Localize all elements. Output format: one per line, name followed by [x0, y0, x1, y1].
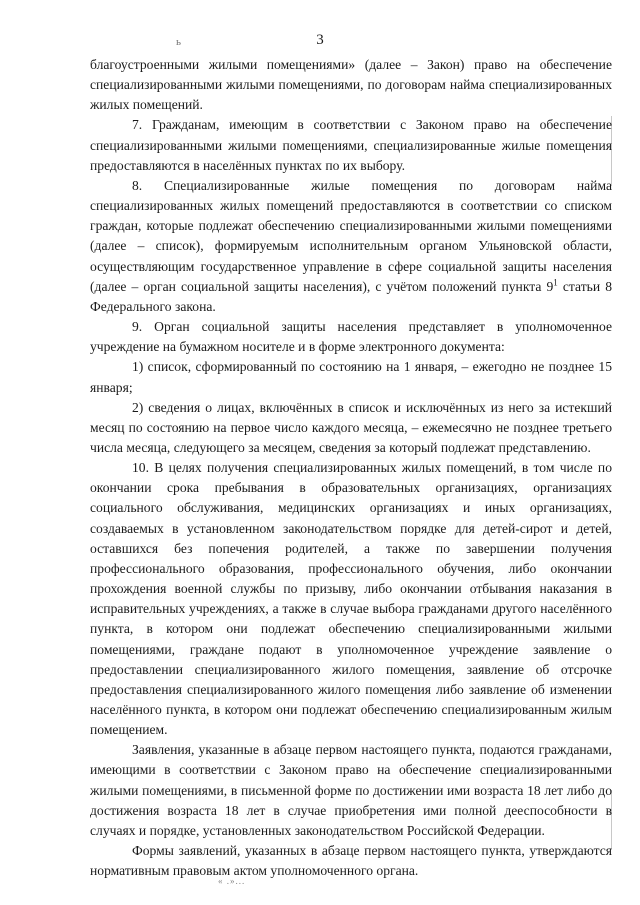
paragraph-9: 9. Орган социальной защиты населения представляет в уполномоченное учреждение на бумажном носителе и в форме электронного документа:	[90, 319, 612, 355]
scan-mark: ь	[176, 36, 182, 48]
paragraph-10-third-abzac: Формы заявлений, указанных в абзаце первом настоящего пункта, утверждаются нормативным правовым актом уполномоченного органа.	[90, 843, 612, 879]
page-number: 3	[316, 32, 324, 48]
paragraph-9-item-1: 1) список, сформированный по состоянию на 1 января, – ежегодно не позднее 15 января;	[90, 359, 612, 395]
paragraph-8-text-end: статьи 8 Федерального закона.	[90, 278, 612, 314]
bottom-scan-mark: « .»...	[218, 876, 246, 886]
paragraph-intro-continuation: благоустроенными жилыми помещениями» (далее – Закон) право на обеспечение специализированными жилыми помещениями, по договорам найма специализированных жилых помещений.	[90, 57, 612, 113]
paragraph-8-text: 8. Специализированные жилые помещения по договорам найма специализированных жилых помещений предоставляются в соответствии со списком граждан, которые подлежат обеспечению специализированными жилыми помещениями (далее – список), формируемым исполнительным органом Ульяновской области, осуществляющим государственное управление в сфере социальной защиты населения (далее – орган социальной защиты населения), с учётом положений пункта 9	[90, 177, 612, 294]
paragraph-8	[90, 176, 612, 317]
paragraph-10-second-abzac: Заявления, указанные в абзаце первом настоящего пункта, подаются гражданами, имеющими в соответствии с Законом право на обеспечение специализированными жилыми помещениями, в письменной форме по достижении ими возраста 18 лет либо до достижения возраста 18 лет в случае приобретения ими полной дееспособности в случаях и порядке, установленных законодательством Российской Федерации.	[90, 742, 612, 838]
paragraph-7: 7. Гражданам, имеющим в соответствии с Законом право на обеспечение специализированными жилыми помещениями, специализированные жилые помещения предоставляются в населённых пунктах по их выбору.	[90, 117, 612, 173]
paragraph-9-item-2: 2) сведения о лицах, включённых в список и исключённых из него за истекший месяц по состоянию на первое число каждого месяца, – ежемесячно не позднее третьего числа месяца, следующего за месяцем, сведения за который подлежат представлению.	[90, 399, 612, 455]
paragraph-10: 10. В целях получения специализированных жилых помещений, в том числе по окончании срока пребывания в образовательных организациях, организациях социального обслуживания, медицинских организациях и иных организациях, создаваемых в установленном законодательством порядке для детей-сирот и детей, оставшихся без попечения родителей, а также по завершении получения профессионального образования, профессионального обучения, либо окончании прохождения военной службы по призыву, либо окончании отбывания наказания в исправительных учреждениях, а также в случае выбора гражданами другого населённого пункта, в котором они подлежат обеспечению специализированными жилыми помещениями, граждане подают в уполномоченное учреждение заявление о предоставлении специализированного жилого помещения, заявление об отсрочке предоставления специализированного жилого помещения либо заявление об изменении населённого пункта, в котором они подлежат обеспечению специализированным жилым помещением.	[90, 460, 612, 738]
document-body	[90, 55, 612, 881]
paragraph-8-superscript: 1	[553, 277, 558, 288]
